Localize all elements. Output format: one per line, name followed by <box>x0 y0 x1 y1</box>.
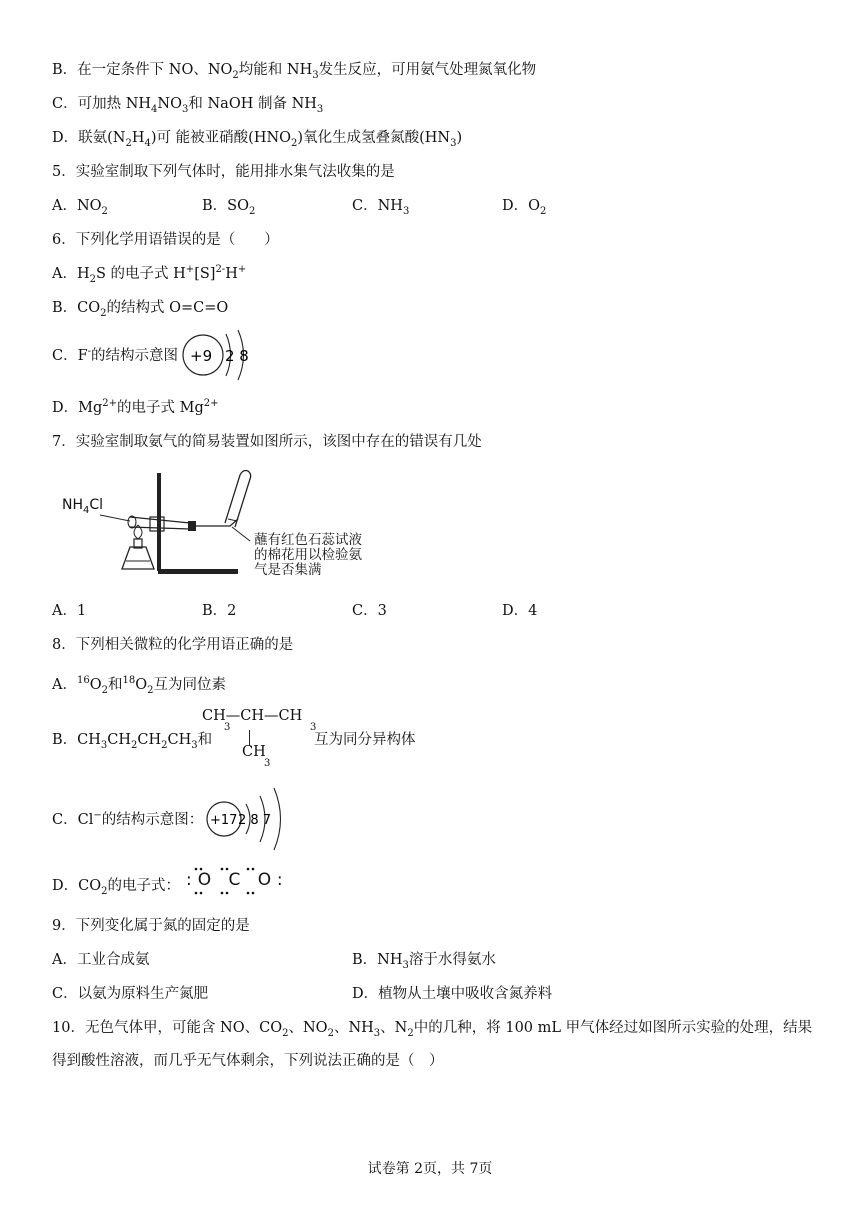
svg-text:+17: +17 <box>210 813 238 828</box>
q5-stem: 5．实验室制取下列气体时，能用排水集气法收集的是 <box>52 164 395 180</box>
q5-option-a: A．$NO_2$ <box>52 198 108 217</box>
q4-option-c: C．可加热 $NH_4NO_3$和 NaOH 制备 $NH_3$ <box>52 96 324 115</box>
q7-option-a: A．1 <box>52 603 87 619</box>
electron-dots <box>186 866 270 896</box>
q7-option-d: D．4 <box>502 603 538 619</box>
q9-stem: 9．下列变化属于氮的固定的是 <box>52 918 250 934</box>
q8-option-c: C．Cl−的结构示意图： <box>52 810 204 828</box>
q6-option-a: A．$H_2S$ 的电子式 $H^+[S]^{2-}H^+$ <box>52 264 247 285</box>
q8-option-b: B．$CH_3CH_2CH_2CH_3$和 <box>52 732 213 751</box>
q8-option-d: D．$CO_2$的电子式： <box>52 878 180 897</box>
nh4cl-label: $NH_4Cl$ <box>62 497 104 516</box>
q10-stem-line2: 得到酸性溶液，而几乎无气体剩余，下列说法正确的是（ ） <box>52 1053 444 1069</box>
q6-option-d: D．$Mg^{2+}$的电子式 $Mg^{2+}$ <box>52 398 219 416</box>
q4-option-d: D．联氨$(N_2H_4)$可 能被亚硝酸$(HNO_2)$氧化生成氢叠氮酸$(HN_3)$ <box>52 130 463 149</box>
q7-option-b: B．2 <box>202 603 237 619</box>
q9-option-c: C．以氨为原料生产氮肥 <box>52 986 209 1002</box>
isobutane-formula: CH—CH—CH 3 3 CH 3 <box>202 708 317 769</box>
svg-text:2 8 7: 2 8 7 <box>238 813 272 828</box>
q8-stem: 8．下列相关微粒的化学用语正确的是 <box>52 637 294 653</box>
q9-option-d: D．植物从土壤中吸收含氮养料 <box>352 986 553 1002</box>
svg-text:2 8: 2 8 <box>225 347 249 365</box>
q7-option-c: C．3 <box>352 603 387 619</box>
litmus-note: 蘸有红色石蕊试液 的棉花用以检验氨 气是否集满 <box>254 532 362 578</box>
co2-electron-dot: :O C O: <box>186 870 289 890</box>
q9-option-a: A．工业合成氨 <box>52 952 150 968</box>
q6-option-b: B．$CO_2$的结构式 O=C=O <box>52 300 229 319</box>
q9-option-b: B．$NH_3$溶于水得氨水 <box>352 952 496 971</box>
q4-option-b: B．在一定条件下 NO、$NO_2$均能和 $NH_3$发生反应，可用氨气处理氮氧化物 <box>52 62 537 81</box>
q6-option-c: C．F-的结构示意图 <box>52 346 179 364</box>
q5-option-c: C．$NH_3$ <box>352 198 410 217</box>
q7-stem: 7．实验室制取氨气的简易装置如图所示，该图中存在的错误有几处 <box>52 434 482 450</box>
q8-option-b-tail: 互为同分异构体 <box>314 732 416 748</box>
q10-stem-line1: 10．无色气体甲，可能含 NO、$CO_2$、$NO_2$、$NH_3$、$N_2$中的几种，将 100 mL 甲气体经过如图所示实验的处理，结果 <box>52 1020 813 1039</box>
fluoride-structure-diagram <box>180 328 260 384</box>
chloride-structure-diagram <box>202 786 298 852</box>
page-footer: 试卷第 2页，共 7页 <box>367 1161 493 1177</box>
q6-stem: 6．下列化学用语错误的是（ ） <box>52 232 279 248</box>
ammonia-apparatus-figure <box>60 465 370 583</box>
q5-option-d: D．$O_2$ <box>502 198 547 217</box>
q5-option-b: B．$SO_2$ <box>202 198 256 217</box>
svg-text:+9: +9 <box>190 347 213 365</box>
q8-option-a: A．$^{16}O_2$和$^{18}O_2$互为同位素 <box>52 675 226 696</box>
